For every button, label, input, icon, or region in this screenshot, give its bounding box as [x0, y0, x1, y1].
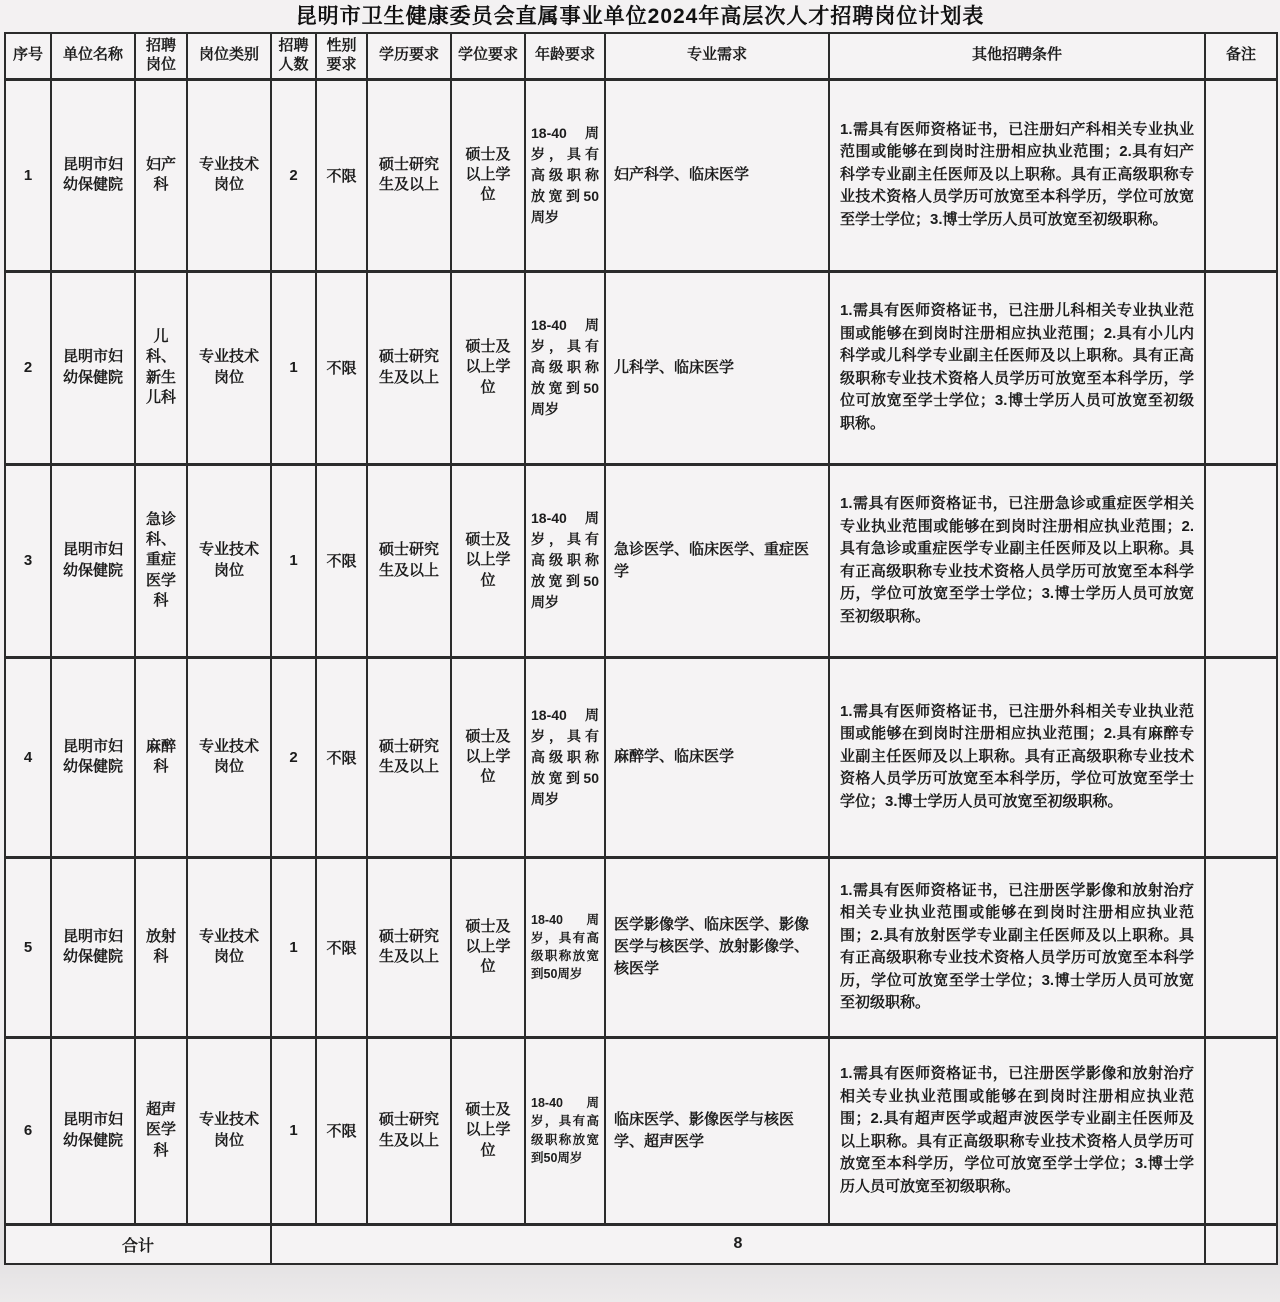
- cell-seq: 6: [5, 1037, 51, 1224]
- cell-seq: 2: [5, 271, 51, 464]
- cell-degree: 硕士及以上学位: [451, 271, 525, 464]
- cell-major: 妇产科学、临床医学: [605, 79, 829, 271]
- cell-unit: 昆明市妇幼保健院: [51, 1037, 135, 1224]
- cell-unit: 昆明市妇幼保健院: [51, 271, 135, 464]
- cell-other-conditions: 1.需具有医师资格证书，已注册医学影像和放射治疗相关专业执业范围或能够在到岗时注册相应执业范围；2.具有放射医学专业副主任医师及以上职称。具有正高级职称专业技术资格人员学历可放宽至本科学历，学位可放宽至学士学位；3.博士学历人员可放宽至初级职称。: [829, 857, 1205, 1037]
- cell-remark: [1205, 857, 1277, 1037]
- header-education: 学历要求: [367, 33, 451, 79]
- cell-position: 麻醉科: [135, 657, 187, 857]
- header-major: 专业需求: [605, 33, 829, 79]
- cell-seq: 4: [5, 657, 51, 857]
- table-row: [5, 1037, 1277, 1224]
- table-row: [5, 657, 1277, 857]
- cell-category: 专业技术岗位: [187, 464, 271, 657]
- cell-education: 硕士研究生及以上: [367, 271, 451, 464]
- header-category: 岗位类别: [187, 33, 271, 79]
- cell-degree: 硕士及以上学位: [451, 657, 525, 857]
- cell-unit: 昆明市妇幼保健院: [51, 464, 135, 657]
- cell-remark: [1205, 464, 1277, 657]
- header-age: 年龄要求: [525, 33, 605, 79]
- cell-education: 硕士研究生及以上: [367, 857, 451, 1037]
- cell-category: 专业技术岗位: [187, 271, 271, 464]
- cell-count: 2: [271, 79, 316, 271]
- cell-seq: 5: [5, 857, 51, 1037]
- cell-other-conditions: 1.需具有医师资格证书，已注册外科相关专业执业范围或能够在到岗时注册相应执业范围；2.具有麻醉专业副主任医师及以上职称。具有正高级职称专业技术资格人员学历可放宽至本科学历，学位可放宽至学士学位；3.博士学历人员可放宽至初级职称。: [829, 657, 1205, 857]
- cell-gender: 不限: [316, 464, 367, 657]
- table-row: [5, 857, 1277, 1037]
- cell-major: 儿科学、临床医学: [605, 271, 829, 464]
- table-row: [5, 464, 1277, 657]
- page-title: 昆明市卫生健康委员会直属事业单位2024年高层次人才招聘岗位计划表: [295, 5, 985, 28]
- cell-unit: 昆明市妇幼保健院: [51, 79, 135, 271]
- cell-position: 超声医学科: [135, 1037, 187, 1224]
- cell-age: 18-40周岁，具有高级职称放宽到50周岁: [525, 1037, 605, 1224]
- cell-gender: 不限: [316, 857, 367, 1037]
- cell-degree: 硕士及以上学位: [451, 464, 525, 657]
- cell-age: 18-40周岁，具有高级职称放宽到50周岁: [525, 857, 605, 1037]
- cell-other-conditions: 1.需具有医师资格证书，已注册医学影像和放射治疗相关专业执业范围或能够在到岗时注册相应执业范围；2.具有超声医学或超声波医学专业副主任医师及以上职称。具有正高级职称专业技术资格人员学历可放宽至本科学历，学位可放宽至学士学位；3.博士学历人员可放宽至初级职称。: [829, 1037, 1205, 1224]
- cell-other-conditions: 1.需具有医师资格证书，已注册妇产科相关专业执业范围或能够在到岗时注册相应执业范围；2.具有妇产科学专业副主任医师及以上职称。具有正高级职称专业技术资格人员学历可放宽至本科学历，学位可放宽至学士学位；3.博士学历人员可放宽至初级职称。: [829, 79, 1205, 271]
- cell-gender: 不限: [316, 79, 367, 271]
- total-label: 合计: [5, 1224, 271, 1264]
- cell-position: 放射科: [135, 857, 187, 1037]
- cell-remark: [1205, 657, 1277, 857]
- header-unit: 单位名称: [51, 33, 135, 79]
- cell-other-conditions: 1.需具有医师资格证书，已注册儿科相关专业执业范围或能够在到岗时注册相应执业范围；2.具有小儿内科学或儿科学专业副主任医师及以上职称。具有正高级职称专业技术资格人员学历可放宽至本科学历，学位可放宽至学士学位；3.博士学历人员可放宽至初级职称。: [829, 271, 1205, 464]
- cell-remark: [1205, 1037, 1277, 1224]
- cell-education: 硕士研究生及以上: [367, 79, 451, 271]
- cell-education: 硕士研究生及以上: [367, 464, 451, 657]
- cell-unit: 昆明市妇幼保健院: [51, 857, 135, 1037]
- total-value: 8: [271, 1224, 1205, 1264]
- cell-degree: 硕士及以上学位: [451, 79, 525, 271]
- header-remark: 备注: [1205, 33, 1277, 79]
- cell-degree: 硕士及以上学位: [451, 1037, 525, 1224]
- cell-count: 1: [271, 464, 316, 657]
- cell-remark: [1205, 79, 1277, 271]
- cell-age: 18-40周岁，具有高级职称 放宽到50周岁: [525, 271, 605, 464]
- cell-gender: 不限: [316, 271, 367, 464]
- cell-position: 妇产科: [135, 79, 187, 271]
- header-seq: 序号: [5, 33, 51, 79]
- table-row: [5, 79, 1277, 271]
- cell-count: 1: [271, 1037, 316, 1224]
- cell-major: 临床医学、影像医学与核医学、超声医学: [605, 1037, 829, 1224]
- cell-major: 医学影像学、临床医学、影像医学与核医学、放射影像学、核医学: [605, 857, 829, 1037]
- header-other-conditions: 其他招聘条件: [829, 33, 1205, 79]
- header-position: 招聘岗位: [135, 33, 187, 79]
- cell-position: 急诊科、重症医学科: [135, 464, 187, 657]
- cell-major: 麻醉学、临床医学: [605, 657, 829, 857]
- cell-age: 18-40周岁，具有高级职称 放宽到50周岁: [525, 657, 605, 857]
- header-count: 招聘人数: [271, 33, 316, 79]
- header-degree: 学位要求: [451, 33, 525, 79]
- cell-category: 专业技术岗位: [187, 79, 271, 271]
- cell-count: 1: [271, 271, 316, 464]
- cell-age: 18-40周岁，具有高级职称 放宽到50周岁: [525, 79, 605, 271]
- cell-education: 硕士研究生及以上: [367, 1037, 451, 1224]
- cell-age: 18-40周岁，具有高级职称 放宽到50周岁: [525, 464, 605, 657]
- cell-count: 2: [271, 657, 316, 857]
- cell-count: 1: [271, 857, 316, 1037]
- recruitment-table: [4, 32, 1278, 1265]
- cell-degree: 硕士及以上学位: [451, 857, 525, 1037]
- cell-seq: 1: [5, 79, 51, 271]
- cell-remark: [1205, 271, 1277, 464]
- cell-education: 硕士研究生及以上: [367, 657, 451, 857]
- cell-category: 专业技术岗位: [187, 1037, 271, 1224]
- cell-major: 急诊医学、临床医学、重症医学: [605, 464, 829, 657]
- header-gender: 性别要求: [316, 33, 367, 79]
- cell-category: 专业技术岗位: [187, 857, 271, 1037]
- cell-seq: 3: [5, 464, 51, 657]
- cell-other-conditions: 1.需具有医师资格证书，已注册急诊或重症医学相关专业执业范围或能够在到岗时注册相应执业范围；2.具有急诊或重症医学专业副主任医师及以上职称。具有正高级职称专业技术资格人员学历可放宽至本科学历，学位可放宽至学士学位；3.博士学历人员可放宽至初级职称。: [829, 464, 1205, 657]
- cell-unit: 昆明市妇幼保健院: [51, 657, 135, 857]
- cell-category: 专业技术岗位: [187, 657, 271, 857]
- cell-position: 儿科、新生儿科: [135, 271, 187, 464]
- cell-gender: 不限: [316, 1037, 367, 1224]
- total-remark: [1205, 1224, 1277, 1264]
- total-row: [5, 1224, 1277, 1264]
- table-row: [5, 271, 1277, 464]
- cell-gender: 不限: [316, 657, 367, 857]
- table-header-row: [5, 33, 1277, 79]
